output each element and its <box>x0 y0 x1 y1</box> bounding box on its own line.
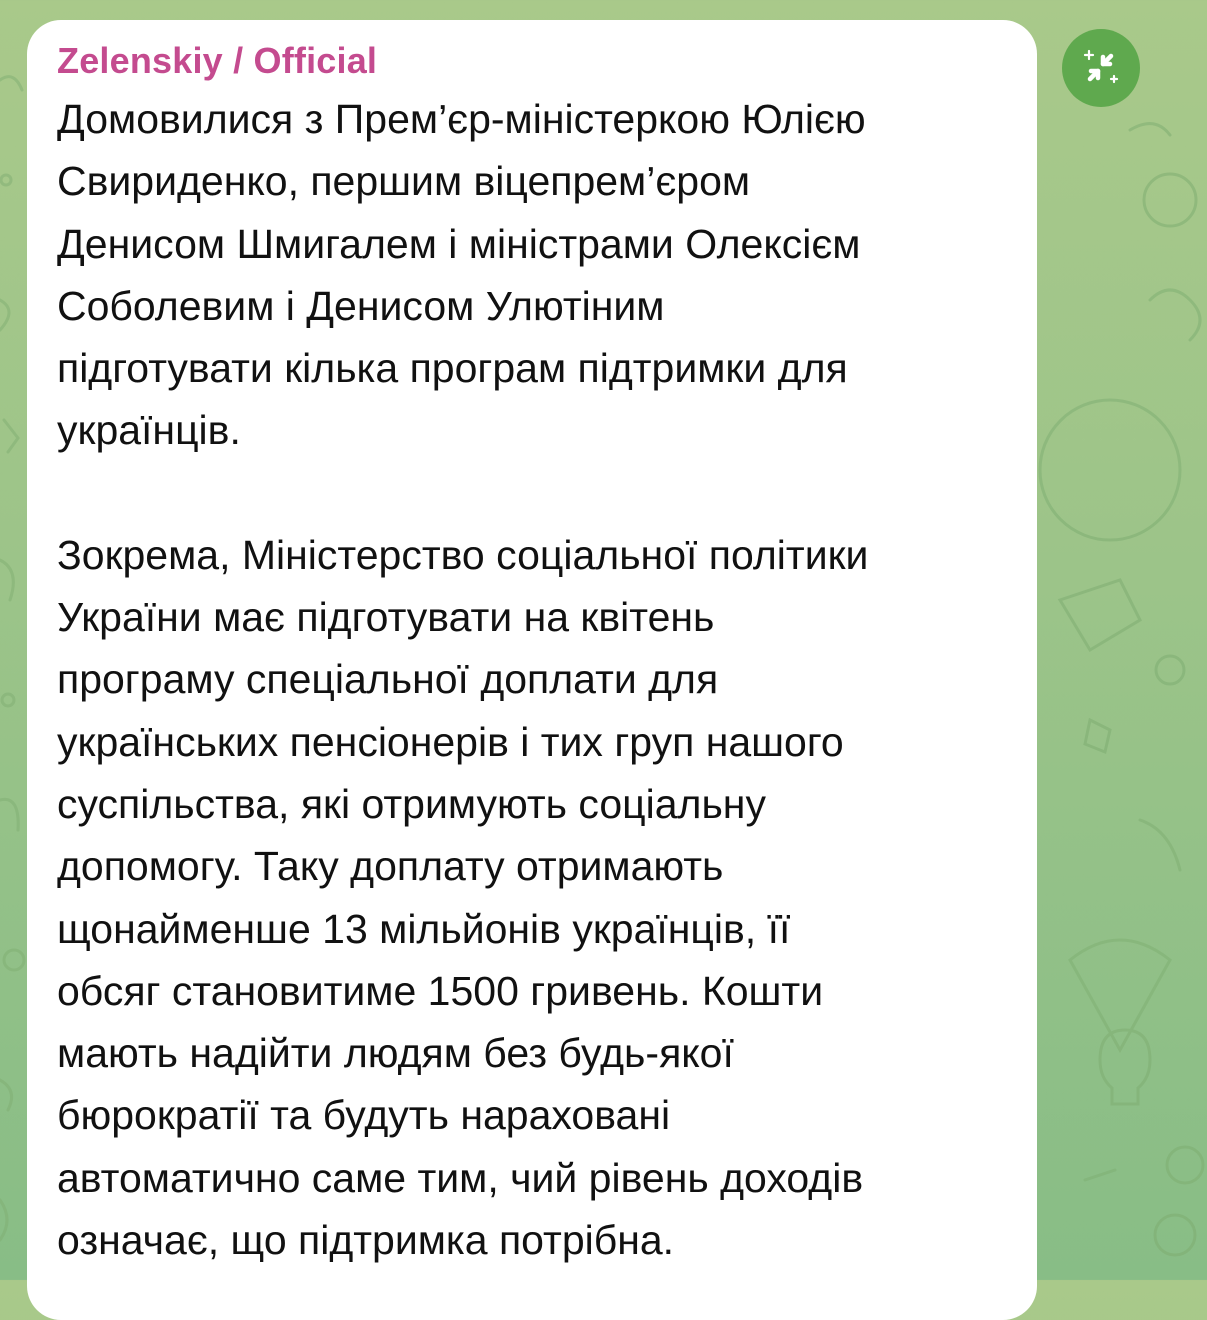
message-line: автоматично саме тим, чий рівень доходів <box>57 1154 864 1201</box>
message-line: Зокрема, Міністерство соціальної політики <box>57 531 869 578</box>
message-bubble <box>27 20 1037 1320</box>
message-line: українських пенсіонерів і тих груп нашого <box>57 718 844 765</box>
message-line: мають надійти людям без будь-якої <box>57 1030 734 1077</box>
collapse-arrows-icon <box>1078 45 1124 91</box>
message-line: бюрократії та будуть нараховані <box>57 1092 671 1139</box>
message-line: України має підготувати на квітень <box>57 594 715 641</box>
collapse-button[interactable] <box>1062 29 1140 107</box>
message-line: Денисом Шмигалем і міністрами Олексієм <box>57 220 861 267</box>
channel-name[interactable]: Zelenskiy / Official <box>57 40 378 81</box>
message-line: українців. <box>57 407 241 454</box>
message-line: програму спеціальної доплати для <box>57 656 719 703</box>
message-paragraph-1 <box>57 88 1009 462</box>
message-line: Домовилися з Прем’єр-міністеркою Юлією <box>57 96 866 142</box>
message-paragraph-2 <box>57 524 1009 1272</box>
message-line: допомогу. Таку доплату отримають <box>57 843 724 890</box>
message-line: щонайменше 13 мільйонів українців, її <box>57 905 791 952</box>
message-line: підготувати кілька програм підтримки для <box>57 345 848 392</box>
message-line: суспільства, які отримують соціальну <box>57 780 766 827</box>
message-line: Свириденко, першим віцепрем’єром <box>57 158 751 205</box>
paragraph-spacer <box>57 462 1009 524</box>
message-line: Соболевим і Денисом Улютіним <box>57 282 665 329</box>
message-line: обсяг становитиме 1500 гривень. Кошти <box>57 967 824 1014</box>
message-line: означає, що підтримка потрібна. <box>57 1217 675 1264</box>
